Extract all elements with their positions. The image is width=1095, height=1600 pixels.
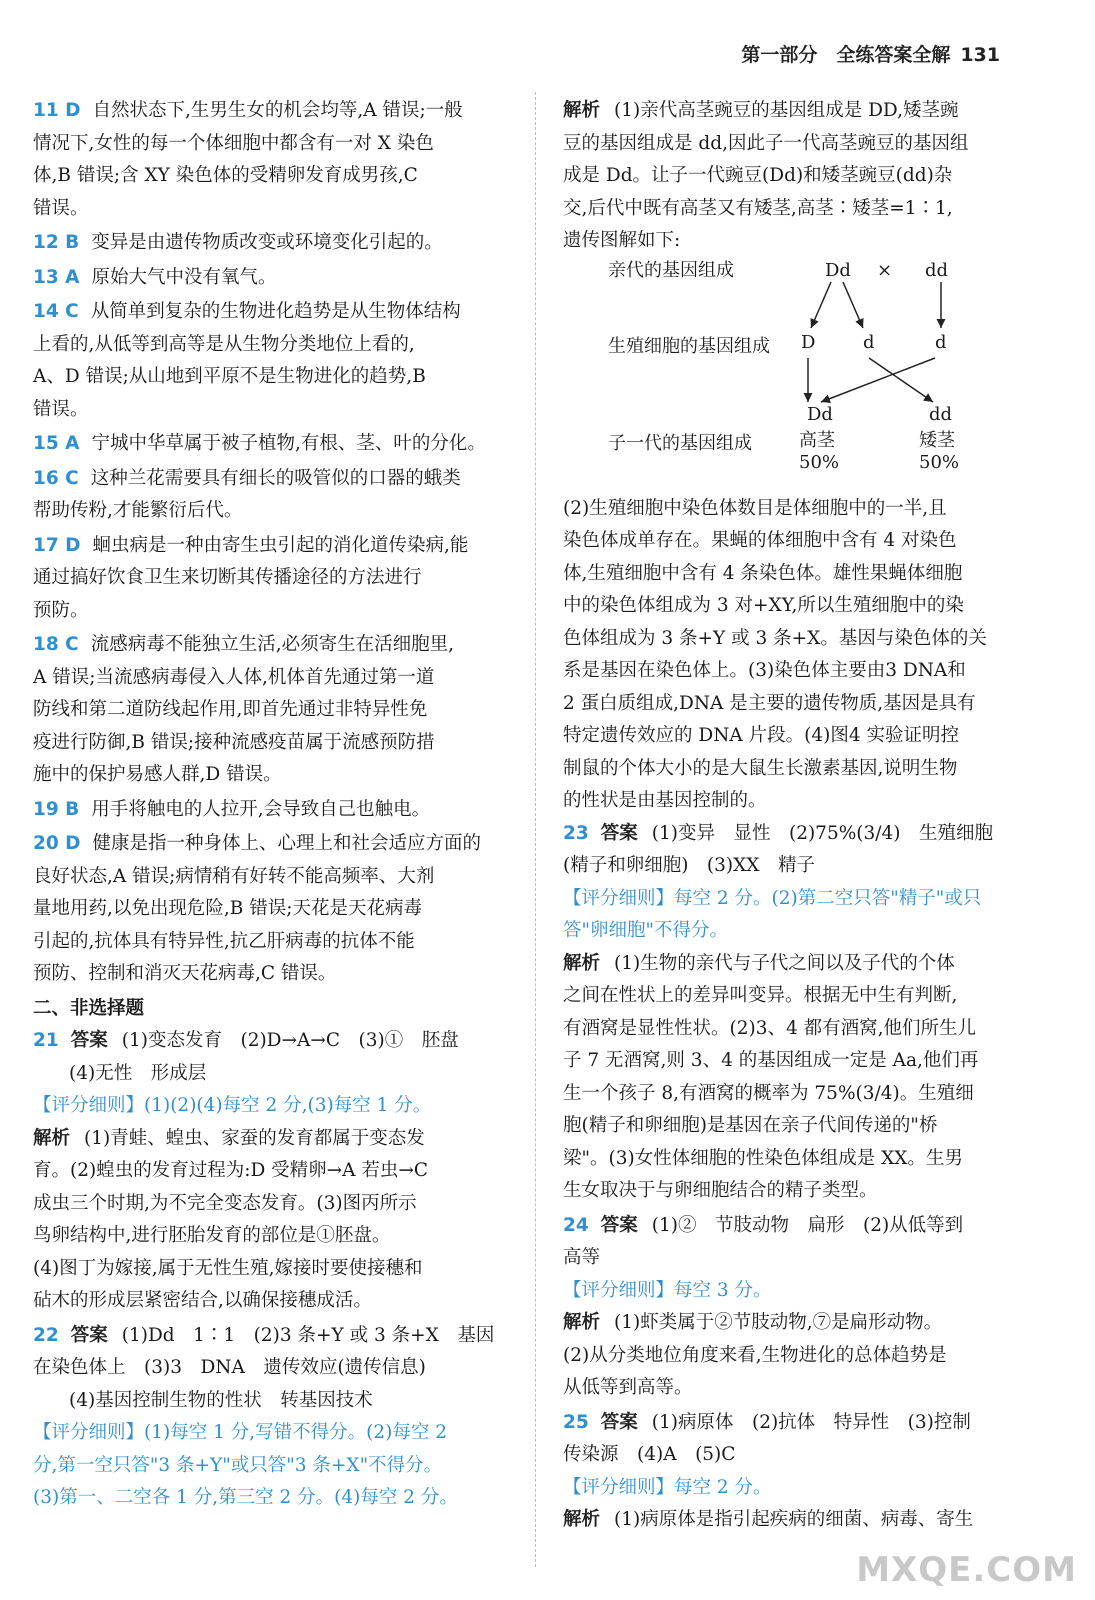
text-line: 在染色体上 (3)3 DNA 遗传效应(遗传信息)	[33, 1357, 426, 1378]
analysis-tag: 解析	[563, 1509, 601, 1530]
text-line: 量地用药,以免出现危险,B 错误;天花是天花病毒	[33, 898, 422, 919]
offspring-genotype: Dd	[807, 403, 833, 425]
q-number: 18 C	[33, 634, 79, 655]
answer-12	[33, 227, 513, 260]
q-number: 12 B	[33, 232, 80, 253]
text-line: (2)生殖细胞中染色体数目是体细胞中的一半,且	[563, 497, 947, 519]
text-line: (1)亲代高茎豌豆的基因组成是 DD,矮茎豌	[614, 100, 959, 121]
analysis-tag: 解析	[33, 1127, 71, 1149]
answer-23	[563, 818, 1015, 1208]
text-line: 遗传图解如下:	[563, 230, 681, 251]
scoring-note: 答"卵细胞"不得分。	[563, 920, 729, 941]
scoring-note: 【评分细则】(1)每空 1 分,写错不得分。(2)每空 2	[33, 1422, 447, 1443]
text-line: 原始大气中没有氧气。	[91, 266, 277, 288]
text-line: 特定遗传效应的 DNA 片段。(4)图4 实验证明控	[563, 725, 959, 746]
text-line: 的性状是由基因控制的。	[563, 790, 767, 811]
answer-25	[563, 1407, 1015, 1537]
text-line: 引起的,抗体具有特异性,抗乙肝病毒的抗体不能	[33, 930, 415, 952]
scoring-note: 分,第一空只答"3 条+Y"或只答"3 条+X"不得分。	[33, 1454, 443, 1476]
scoring-note: 【评分细则】每空 2 分。(2)第二空只答"精子"或只	[563, 887, 982, 909]
answer-18	[33, 629, 513, 792]
text-line: 错误。	[33, 398, 89, 420]
text-line: 帮助传粉,才能繁衍后代。	[33, 500, 243, 521]
text-line: 成虫三个时期,为不完全变态发育。(3)图丙所示	[33, 1192, 417, 1214]
text-line: (1)青蛙、蝗虫、家蚕的发育都属于变态发	[84, 1127, 425, 1149]
text-line: (1)生物的亲代与子代之间以及子代的个体	[614, 952, 955, 974]
text-line: (1)② 节肢动物 扁形 (2)从低等到	[651, 1214, 964, 1236]
text-line: (1)Dd 1∶1 (2)3 条+Y 或 3 条+X 基因	[121, 1324, 495, 1346]
scoring-note: 【评分细则】每空 3 分。	[563, 1279, 772, 1301]
text-line: 蛔虫病是一种由寄生虫引起的消化道传染病,能	[92, 534, 469, 556]
text-line: 色体组成为 3 条+Y 或 3 条+X。基因与染色体的关	[563, 627, 987, 649]
answer-15	[33, 428, 513, 461]
text-line: (2)从分类地位角度来看,生物进化的总体趋势是	[563, 1344, 947, 1366]
column-divider	[535, 92, 536, 1567]
text-line: 情况下,女性的每一个体细胞中都含有一对 X 染色	[33, 132, 434, 154]
text-line: 从简单到复杂的生物进化趋势是从生物体结构	[90, 301, 461, 322]
genetic-cross-diagram	[563, 258, 1015, 493]
row-label: 生殖细胞的基因组成	[608, 335, 770, 357]
text-line: 上看的,从低等到高等是从生物分类地位上看的,	[33, 333, 415, 355]
text-line: 宁城中华草属于被子植物,有根、茎、叶的分化。	[91, 433, 486, 454]
text-line: (1)变态发育 (2)D→A→C (3)① 胚盘	[121, 1030, 459, 1051]
text-line: 疫进行防御,B 错误;接种流感疫苗属于流感预防措	[33, 731, 435, 753]
gamete: d	[863, 331, 875, 353]
text-line: 体,B 错误;含 XY 染色体的受精卵发育成男孩,C	[33, 165, 418, 186]
text-line: 子 7 无酒窝,则 3、4 的基因组成一定是 Aa,他们再	[563, 1050, 979, 1071]
analysis-tag: 解析	[563, 1312, 601, 1333]
analysis-tag: 解析	[563, 952, 601, 974]
q-number: 21	[33, 1030, 59, 1051]
text-line: 豆的基因组成是 dd,因此子一代高茎豌豆的基因组	[563, 132, 969, 154]
q-number: 14 C	[33, 301, 79, 322]
text-line: 体,生殖细胞中含有 4 条染色体。雄性果蝇体细胞	[563, 562, 963, 584]
q-number: 22	[33, 1324, 59, 1346]
text-line: (1)病原体是指引起疾病的细菌、病毒、寄生	[614, 1509, 974, 1530]
answer-20	[33, 828, 513, 991]
header-section: 第一部分 全练答案全解	[741, 44, 951, 66]
text-line: 这种兰花需要具有细长的吸管似的口器的蛾类	[90, 467, 461, 489]
text-line: 砧木的形成层紧密结合,以确保接穗成活。	[33, 1290, 372, 1311]
gamete: d	[935, 331, 947, 353]
text-line: (4)基因控制生物的性状 转基因技术	[69, 1389, 373, 1411]
q-number: 20 D	[33, 833, 81, 854]
text-line: (4)图丁为嫁接,属于无性生殖,嫁接时要使接穗和	[33, 1257, 423, 1279]
row-label: 子一代的基因组成	[608, 432, 752, 454]
cross-symbol: ×	[877, 259, 893, 281]
answer-tag: 答案	[70, 1324, 108, 1346]
text-line: 流感病毒不能独立生活,必须寄生在活细胞里,	[90, 634, 455, 655]
text-line: 交,后代中既有高茎又有矮茎,高茎∶矮茎=1∶1,	[563, 197, 953, 219]
q-number: 24	[563, 1214, 589, 1236]
text-line: 传染源 (4)A (5)C	[563, 1444, 736, 1465]
text-line: A 错误;当流感病毒侵入人体,机体首先通过第一道	[33, 666, 435, 688]
q-number: 17 D	[33, 534, 81, 556]
text-line: 梁"。(3)女性体细胞的性染色体组成是 XX。生男	[563, 1147, 963, 1169]
text-line: 制鼠的个体大小的是大鼠生长激素基因,说明生物	[563, 757, 958, 779]
parent-genotype: dd	[925, 259, 949, 281]
text-line: 胞(精子和卵细胞)是基因在亲子代间传递的"桥	[563, 1115, 938, 1136]
answer-22	[33, 1320, 513, 1515]
scoring-note: (3)第一、二空各 1 分,第三空 2 分。(4)每空 2 分。	[33, 1487, 458, 1508]
text-line: 错误。	[33, 197, 89, 219]
text-line: 健康是指一种身体上、心理上和社会适应方面的	[92, 833, 482, 854]
answer-tag: 答案	[70, 1030, 108, 1051]
text-line: A、D 错误;从山地到平原不是生物进化的趋势,B	[33, 366, 426, 387]
scoring-note: 【评分细则】每空 2 分。	[563, 1476, 772, 1498]
text-line: (1)变异 显性 (2)75%(3/4) 生殖细胞	[651, 822, 994, 844]
answer-tag: 答案	[600, 822, 638, 844]
arrow	[811, 282, 831, 328]
text-line: (1)虾类属于②节肢动物,⑦是扁形动物。	[614, 1312, 943, 1333]
answer-24	[563, 1210, 1015, 1405]
text-line: 防线和第二道防线起作用,即首先通过非特异性免	[33, 699, 428, 720]
watermark: MXQE.COM	[856, 1550, 1077, 1590]
text-line: 预防。	[33, 599, 89, 621]
q-number: 25	[563, 1411, 589, 1433]
gamete: D	[801, 331, 816, 353]
q-number: 23	[563, 822, 589, 844]
text-line: 生一个孩子 8,有酒窝的概率为 75%(3/4)。生殖细	[563, 1082, 974, 1104]
text-line: 鸟卵结构中,进行胚胎发育的部位是①胚盘。	[33, 1225, 391, 1246]
text-line: 育。(2)蝗虫的发育过程为:D 受精卵→A 若虫→C	[33, 1160, 429, 1181]
text-line: 通过搞好饮食卫生来切断其传播途径的方法进行	[33, 567, 422, 588]
q-number: 19 B	[33, 798, 80, 820]
page-header	[741, 40, 1000, 67]
text-line: (精子和卵细胞) (3)XX 精子	[563, 855, 815, 876]
arrow	[843, 282, 863, 328]
text-line: 良好状态,A 错误;病情稍有好转不能高频率、大剂	[33, 865, 435, 887]
text-line: (4)无性 形成层	[69, 1062, 207, 1084]
right-column	[563, 95, 1015, 1539]
page-number: 131	[960, 44, 1000, 66]
answer-11	[33, 95, 513, 225]
text-line: 系是基因在染色体上。(3)染色体主要由3 DNA和	[563, 660, 966, 681]
answer-13	[33, 262, 513, 295]
answer-14	[33, 296, 513, 426]
q-number: 16 C	[33, 467, 79, 489]
left-column	[33, 95, 513, 1517]
section-heading: 二、非选择题	[33, 997, 145, 1019]
text-line: 高等	[563, 1247, 601, 1268]
text-line: 有酒窝是显性性状。(2)3、4 都有酒窝,他们所生儿	[563, 1017, 977, 1039]
parent-genotype: Dd	[825, 259, 851, 281]
answer-21	[33, 1025, 513, 1318]
q-number: 13 A	[33, 266, 80, 288]
offspring-genotype: dd	[929, 403, 953, 425]
answer-17	[33, 530, 513, 628]
text-line: 从低等到高等。	[563, 1377, 693, 1398]
answer-tag: 答案	[600, 1214, 638, 1236]
text-line: 生女取决于与卵细胞结合的精子类型。	[563, 1180, 878, 1201]
answer-19	[33, 794, 513, 827]
q-number: 11 D	[33, 100, 81, 121]
phenotype-ratio: 50%	[919, 451, 960, 473]
phenotype-ratio: 50%	[799, 451, 840, 473]
scoring-note: 【评分细则】(1)(2)(4)每空 2 分,(3)每空 1 分。	[33, 1095, 432, 1116]
row-label: 亲代的基因组成	[608, 259, 734, 281]
text-line: (1)病原体 (2)抗体 特异性 (3)控制	[651, 1411, 971, 1433]
answer-16	[33, 463, 513, 528]
analysis-tag: 解析	[563, 100, 601, 121]
text-line: 2 蛋白质组成,DNA 是主要的遗传物质,基因是具有	[563, 692, 976, 714]
text-line: 用手将触电的人拉开,会导致自己也触电。	[91, 798, 431, 820]
text-line: 成是 Dd。让子一代豌豆(Dd)和矮茎豌豆(dd)杂	[563, 165, 953, 186]
text-line: 染色体成单存在。果蝇的体细胞中含有 4 对染色	[563, 530, 957, 551]
text-line: 变异是由遗传物质改变或环境变化引起的。	[91, 232, 443, 253]
phenotype: 高茎	[799, 429, 835, 451]
answer-tag: 答案	[600, 1411, 638, 1433]
text-line: 自然状态下,生男生女的机会均等,A 错误;一般	[92, 100, 463, 121]
phenotype: 矮茎	[919, 429, 955, 451]
q-number: 15 A	[33, 433, 80, 454]
text-line: 中的染色体组成为 3 对+XY,所以生殖细胞中的染	[563, 595, 964, 616]
text-line: 施中的保护易感人群,D 错误。	[33, 764, 282, 785]
text-line: 预防、控制和消灭天花病毒,C 错误。	[33, 963, 337, 984]
text-line: 之间在性状上的差异叫变异。根据无中生有判断,	[563, 985, 958, 1006]
